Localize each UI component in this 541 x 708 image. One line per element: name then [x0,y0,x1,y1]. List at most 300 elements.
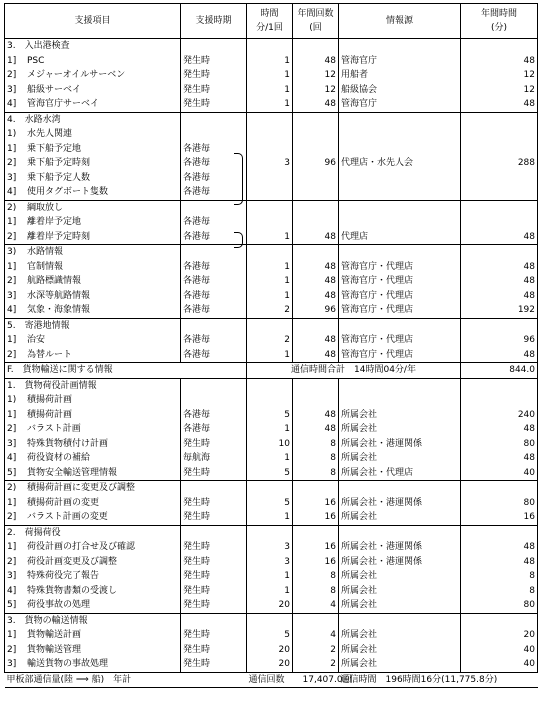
item-number: 1] [7,335,17,345]
item-label: 管海官庁サーベイ [27,99,100,109]
annual-minutes-cell [461,185,538,200]
item-cell [5,657,181,672]
item-label: 3. 入出港検査 [7,41,70,51]
period-cell: 各港毎 [181,142,247,157]
annual-minutes-cell: 40 [461,643,538,658]
time-per-contact-cell: 1 [247,54,293,69]
annual-count-cell: 48 [293,54,339,69]
annual-count-cell [293,393,339,408]
annual-count-cell [293,200,339,215]
item-label: 荷役資材の補給 [27,453,91,463]
period-cell [181,378,247,393]
source-cell: 所属会社 [339,643,461,658]
time-per-contact-cell [247,200,293,215]
annual-count-cell: 48 [293,348,339,363]
period-cell: 各港毎 [181,422,247,437]
annual-minutes-cell [461,215,538,230]
item-label: 水路情報 [27,247,64,257]
source-cell: 所属会社 [339,569,461,584]
time-per-contact-cell: 1 [247,274,293,289]
time-per-contact-cell: 2 [247,303,293,318]
annual-count-cell: 48 [293,230,339,245]
annual-minutes-cell [461,378,538,393]
source-cell: 管海官庁 [339,54,461,69]
header-annual [461,4,538,39]
annual-count-cell: 2 [293,657,339,672]
item-label: 水先人関連 [27,129,73,139]
item-label: 治安 [27,335,46,345]
annual-count-cell: 48 [293,274,339,289]
table-header-row [5,4,538,39]
item-cell [5,185,181,200]
source-cell: 所属会社 [339,422,461,437]
source-cell [339,127,461,142]
time-per-contact-cell: 5 [247,628,293,643]
item-cell [5,466,181,481]
table-row [5,422,538,437]
time-per-contact-cell: 1 [247,422,293,437]
item-number: 1] [7,55,17,66]
table-row [5,348,538,363]
item-label: 使用タグボート隻数 [27,187,109,197]
annual-count-cell: 16 [293,555,339,570]
footer-comm-count: 通信回数 17,407.0回 [247,672,339,688]
annual-minutes-cell: 288 [461,156,538,171]
period-cell: 発生時 [181,569,247,584]
item-label: 船級サーベイ [27,84,82,95]
table-row [5,555,538,570]
annual-count-cell: 16 [293,510,339,525]
annual-count-cell [293,112,339,127]
source-cell: 管海官庁・代理店 [339,348,461,363]
item-cell [5,289,181,304]
period-cell: 各港毎 [181,348,247,363]
source-cell: 所属会社・港運関係 [339,540,461,555]
annual-minutes-cell: 48 [461,555,538,570]
bracket-pilot-group [234,153,243,205]
item-cell [5,230,181,245]
annual-count-cell [293,142,339,157]
item-number: 2] [7,556,17,567]
annual-minutes-cell: 12 [461,83,538,98]
time-per-contact-cell: 1 [247,97,293,112]
time-per-contact-cell: 3 [247,540,293,555]
section-header-row [5,613,538,628]
period-cell: 各港毎 [181,333,247,348]
table-row [5,598,538,613]
footer-total-label: 甲板部通信量(陸 ⟹ 船) 年計 [5,672,247,688]
period-cell: 各港毎 [181,171,247,186]
annual-minutes-cell: 48 [461,289,538,304]
time-per-contact-cell: 20 [247,643,293,658]
annual-minutes-cell: 48 [461,97,538,112]
item-label: 荷役計画変更及び調整 [27,556,118,567]
item-label: メジャーオイルサーベン [27,70,126,80]
item-label: 積揚荷計画に変更及び調整 [27,483,136,493]
period-cell: 各港毎 [181,303,247,318]
item-number: 1] [7,497,17,508]
item-cell [5,628,181,643]
item-cell [5,584,181,599]
annual-count-cell: 8 [293,437,339,452]
time-per-contact-cell [247,378,293,393]
item-label: 4. 水路水湾 [7,114,61,125]
time-per-contact-cell: 3 [247,156,293,171]
item-number: 3] [7,84,17,95]
time-per-contact-cell: 1 [247,289,293,304]
item-label: 気象・海象情報 [27,305,91,315]
period-cell: 各港毎 [181,408,247,423]
item-label: 積揚荷計画 [27,409,73,420]
item-cell [5,200,181,215]
table-row [5,245,538,260]
item-number: 1] [7,409,17,420]
period-cell: 発生時 [181,643,247,658]
bracket-mooring-group [234,232,243,248]
item-cell [5,245,181,260]
annual-minutes-cell [461,481,538,496]
item-label: 貨物輸送計画 [27,630,82,640]
period-cell: 発生時 [181,97,247,112]
period-cell: 発生時 [181,83,247,98]
source-cell [339,112,461,127]
annual-minutes-cell [461,142,538,157]
annual-count-cell: 8 [293,451,339,466]
annual-count-cell [293,127,339,142]
annual-minutes-cell: 8 [461,569,538,584]
item-cell [5,569,181,584]
period-cell: 発生時 [181,54,247,69]
footer-row [5,672,538,688]
item-label: 水深等航路情報 [27,290,91,301]
item-cell [5,333,181,348]
annual-count-cell [293,39,339,54]
item-cell [5,437,181,452]
item-number: 1] [7,217,17,227]
header-time-line1: 時間 [260,9,279,19]
annual-count-cell: 2 [293,643,339,658]
annual-count-cell [293,525,339,540]
annual-minutes-cell: 8 [461,584,538,599]
section-header-row [5,378,538,393]
time-per-contact-cell [247,318,293,333]
header-item: 支援項目 [5,4,181,39]
period-cell [181,525,247,540]
header-count-line2: (回 [309,23,322,33]
annual-count-cell: 12 [293,68,339,83]
item-label: 貨物安全輸送管理情報 [27,467,118,478]
item-label: 離着岸予定時刻 [27,231,91,242]
section-header-row [5,39,538,54]
source-cell [339,215,461,230]
annual-count-cell: 48 [293,422,339,437]
annual-minutes-cell [461,200,538,215]
item-number: 2] [7,231,17,242]
item-cell [5,112,181,127]
annual-minutes-cell: 96 [461,333,538,348]
annual-minutes-cell [461,39,538,54]
time-per-contact-cell [247,481,293,496]
annual-count-cell: 4 [293,598,339,613]
item-label: 乗下船予定地 [27,143,82,154]
annual-count-cell: 48 [293,408,339,423]
annual-minutes-cell: 16 [461,510,538,525]
item-number: 3] [7,172,17,183]
item-number: 2] [7,349,17,360]
time-per-contact-cell [247,245,293,260]
period-cell: 発生時 [181,598,247,613]
source-cell: 所属会社・代理店 [339,466,461,481]
time-per-contact-cell: 2 [247,333,293,348]
annual-count-cell [293,481,339,496]
annual-minutes-cell: 48 [461,230,538,245]
source-cell: 所属会社 [339,408,461,423]
summary-comm-time: 通信時間合計 14時間04分/年 [247,363,461,379]
source-cell [339,613,461,628]
source-cell [339,142,461,157]
annual-minutes-cell [461,525,538,540]
item-cell [5,260,181,275]
item-cell [5,540,181,555]
item-cell [5,54,181,69]
item-label: 乗下船予定時刻 [27,158,91,168]
table-row [5,200,538,215]
item-number: 1] [7,630,17,640]
item-number: 2) [7,483,17,493]
header-annual-line2: (分) [490,23,508,33]
item-cell [5,643,181,658]
item-cell [5,127,181,142]
period-cell: 発生時 [181,555,247,570]
item-label: 5. 寄港地情報 [7,320,70,331]
annual-minutes-cell: 12 [461,68,538,83]
table-row [5,185,538,200]
table-row [5,333,538,348]
item-number: 3] [7,438,17,449]
period-cell: 各港毎 [181,156,247,171]
source-cell: 管海官庁・代理店 [339,333,461,348]
item-cell [5,451,181,466]
table-row [5,451,538,466]
cargo-section-summary-row [5,363,538,379]
item-number: 3] [7,659,17,669]
item-cell [5,303,181,318]
period-cell: 発生時 [181,510,247,525]
item-label: 官制情報 [27,261,64,272]
annual-count-cell [293,613,339,628]
item-cell [5,555,181,570]
annual-minutes-cell [461,112,538,127]
section-header-row [5,112,538,127]
item-cell [5,408,181,423]
table-row [5,643,538,658]
item-label: 2. 荷揚荷役 [7,527,61,538]
source-cell: 所属会社・港運関係 [339,496,461,511]
annual-count-cell [293,171,339,186]
period-cell: 各港毎 [181,274,247,289]
period-cell: 発生時 [181,437,247,452]
annual-count-cell: 4 [293,628,339,643]
annual-count-cell: 8 [293,584,339,599]
item-number: 2] [7,158,17,168]
annual-count-cell: 48 [293,260,339,275]
header-source: 情報源 [339,4,461,39]
period-cell: 各港毎 [181,230,247,245]
annual-count-cell: 8 [293,466,339,481]
period-cell [181,112,247,127]
table-body [5,39,538,673]
annual-count-cell: 48 [293,97,339,112]
time-per-contact-cell [247,393,293,408]
table-row [5,540,538,555]
table-row [5,68,538,83]
time-per-contact-cell: 1 [247,260,293,275]
item-number: 5] [7,467,17,478]
table-row [5,171,538,186]
annual-count-cell [293,185,339,200]
annual-minutes-cell: 80 [461,598,538,613]
annual-count-cell [293,215,339,230]
source-cell: 用船者 [339,68,461,83]
time-per-contact-cell: 5 [247,408,293,423]
table-row [5,496,538,511]
period-cell: 発生時 [181,628,247,643]
annual-count-cell [293,378,339,393]
source-cell: 代理店・水先人会 [339,156,461,171]
item-cell [5,496,181,511]
summary-section-title: F. 貨物輸送に関する情報 [5,363,247,379]
footer-comm-time: 通信時間 196時間16分(11,775.8分) [339,672,538,688]
annual-minutes-cell [461,393,538,408]
section-header-row [5,318,538,333]
header-annual-line1: 年間時間 [480,9,517,19]
annual-minutes-cell [461,318,538,333]
time-per-contact-cell [247,127,293,142]
time-per-contact-cell [247,142,293,157]
item-cell [5,378,181,393]
period-cell [181,393,247,408]
item-number: 1) [7,129,17,139]
item-label: 積揚荷計画の変更 [27,497,100,508]
annual-count-cell [293,318,339,333]
time-per-contact-cell: 1 [247,68,293,83]
item-label: 積揚荷計画 [27,395,73,405]
item-label: 輸送貨物の事故処理 [27,659,109,669]
annual-minutes-cell: 20 [461,628,538,643]
period-cell: 発生時 [181,657,247,672]
time-per-contact-cell: 10 [247,437,293,452]
section-header-row [5,525,538,540]
source-cell: 所属会社 [339,510,461,525]
source-cell [339,378,461,393]
annual-minutes-cell [461,127,538,142]
annual-count-cell: 12 [293,83,339,98]
source-cell: 所属会社 [339,598,461,613]
item-label: 特殊貨物積付け計画 [27,438,109,449]
source-cell [339,525,461,540]
period-cell: 発生時 [181,584,247,599]
time-per-contact-cell [247,39,293,54]
item-number: 1] [7,143,17,154]
item-number: 1] [7,542,17,552]
period-cell [181,318,247,333]
item-cell [5,68,181,83]
header-count [293,4,339,39]
source-cell: 所属会社 [339,451,461,466]
item-cell [5,510,181,525]
annual-minutes-cell: 40 [461,466,538,481]
annual-minutes-cell: 48 [461,260,538,275]
annual-count-cell: 16 [293,496,339,511]
table-row [5,510,538,525]
item-cell [5,142,181,157]
table-row [5,274,538,289]
source-cell [339,200,461,215]
annual-minutes-cell [461,171,538,186]
item-number: 4] [7,453,17,463]
annual-minutes-cell: 40 [461,657,538,672]
table-row [5,289,538,304]
item-label: バラスト計画の変更 [27,512,108,522]
period-cell: 各港毎 [181,215,247,230]
item-cell [5,393,181,408]
item-cell [5,274,181,289]
table-row [5,303,538,318]
time-per-contact-cell [247,112,293,127]
source-cell [339,393,461,408]
period-cell [181,127,247,142]
annual-minutes-cell: 192 [461,303,538,318]
table-row [5,569,538,584]
source-cell [339,171,461,186]
item-label: 1. 貨物荷役計画情報 [7,380,97,391]
time-per-contact-cell: 1 [247,83,293,98]
period-cell: 発生時 [181,466,247,481]
table-row [5,230,538,245]
time-per-contact-cell: 1 [247,230,293,245]
source-cell: 船級協会 [339,83,461,98]
period-cell: 各港毎 [181,185,247,200]
annual-count-cell: 8 [293,569,339,584]
item-number: 2] [7,644,17,655]
annual-minutes-cell: 48 [461,451,538,466]
header-period: 支援時期 [181,4,247,39]
item-number: 1) [7,395,17,405]
source-cell [339,185,461,200]
annual-minutes-cell: 48 [461,274,538,289]
item-label: 為替ルート [27,349,73,360]
item-cell [5,422,181,437]
source-cell: 所属会社 [339,628,461,643]
period-cell: 発生時 [181,496,247,511]
source-cell [339,481,461,496]
period-cell: 各港毎 [181,260,247,275]
time-per-contact-cell: 20 [247,598,293,613]
item-label: 荷役事故の処理 [27,600,91,610]
annual-minutes-cell: 48 [461,422,538,437]
item-label: 荷役計画の打合せ及び確認 [27,542,136,552]
period-cell [181,39,247,54]
table-row [5,584,538,599]
table-row [5,54,538,69]
annual-minutes-cell: 240 [461,408,538,423]
source-cell: 所属会社・港運関係 [339,555,461,570]
time-per-contact-cell: 3 [247,555,293,570]
table-row [5,466,538,481]
summary-annual-total: 844.0 [461,363,538,379]
item-number: 3] [7,571,17,581]
source-cell: 管海官庁・代理店 [339,260,461,275]
